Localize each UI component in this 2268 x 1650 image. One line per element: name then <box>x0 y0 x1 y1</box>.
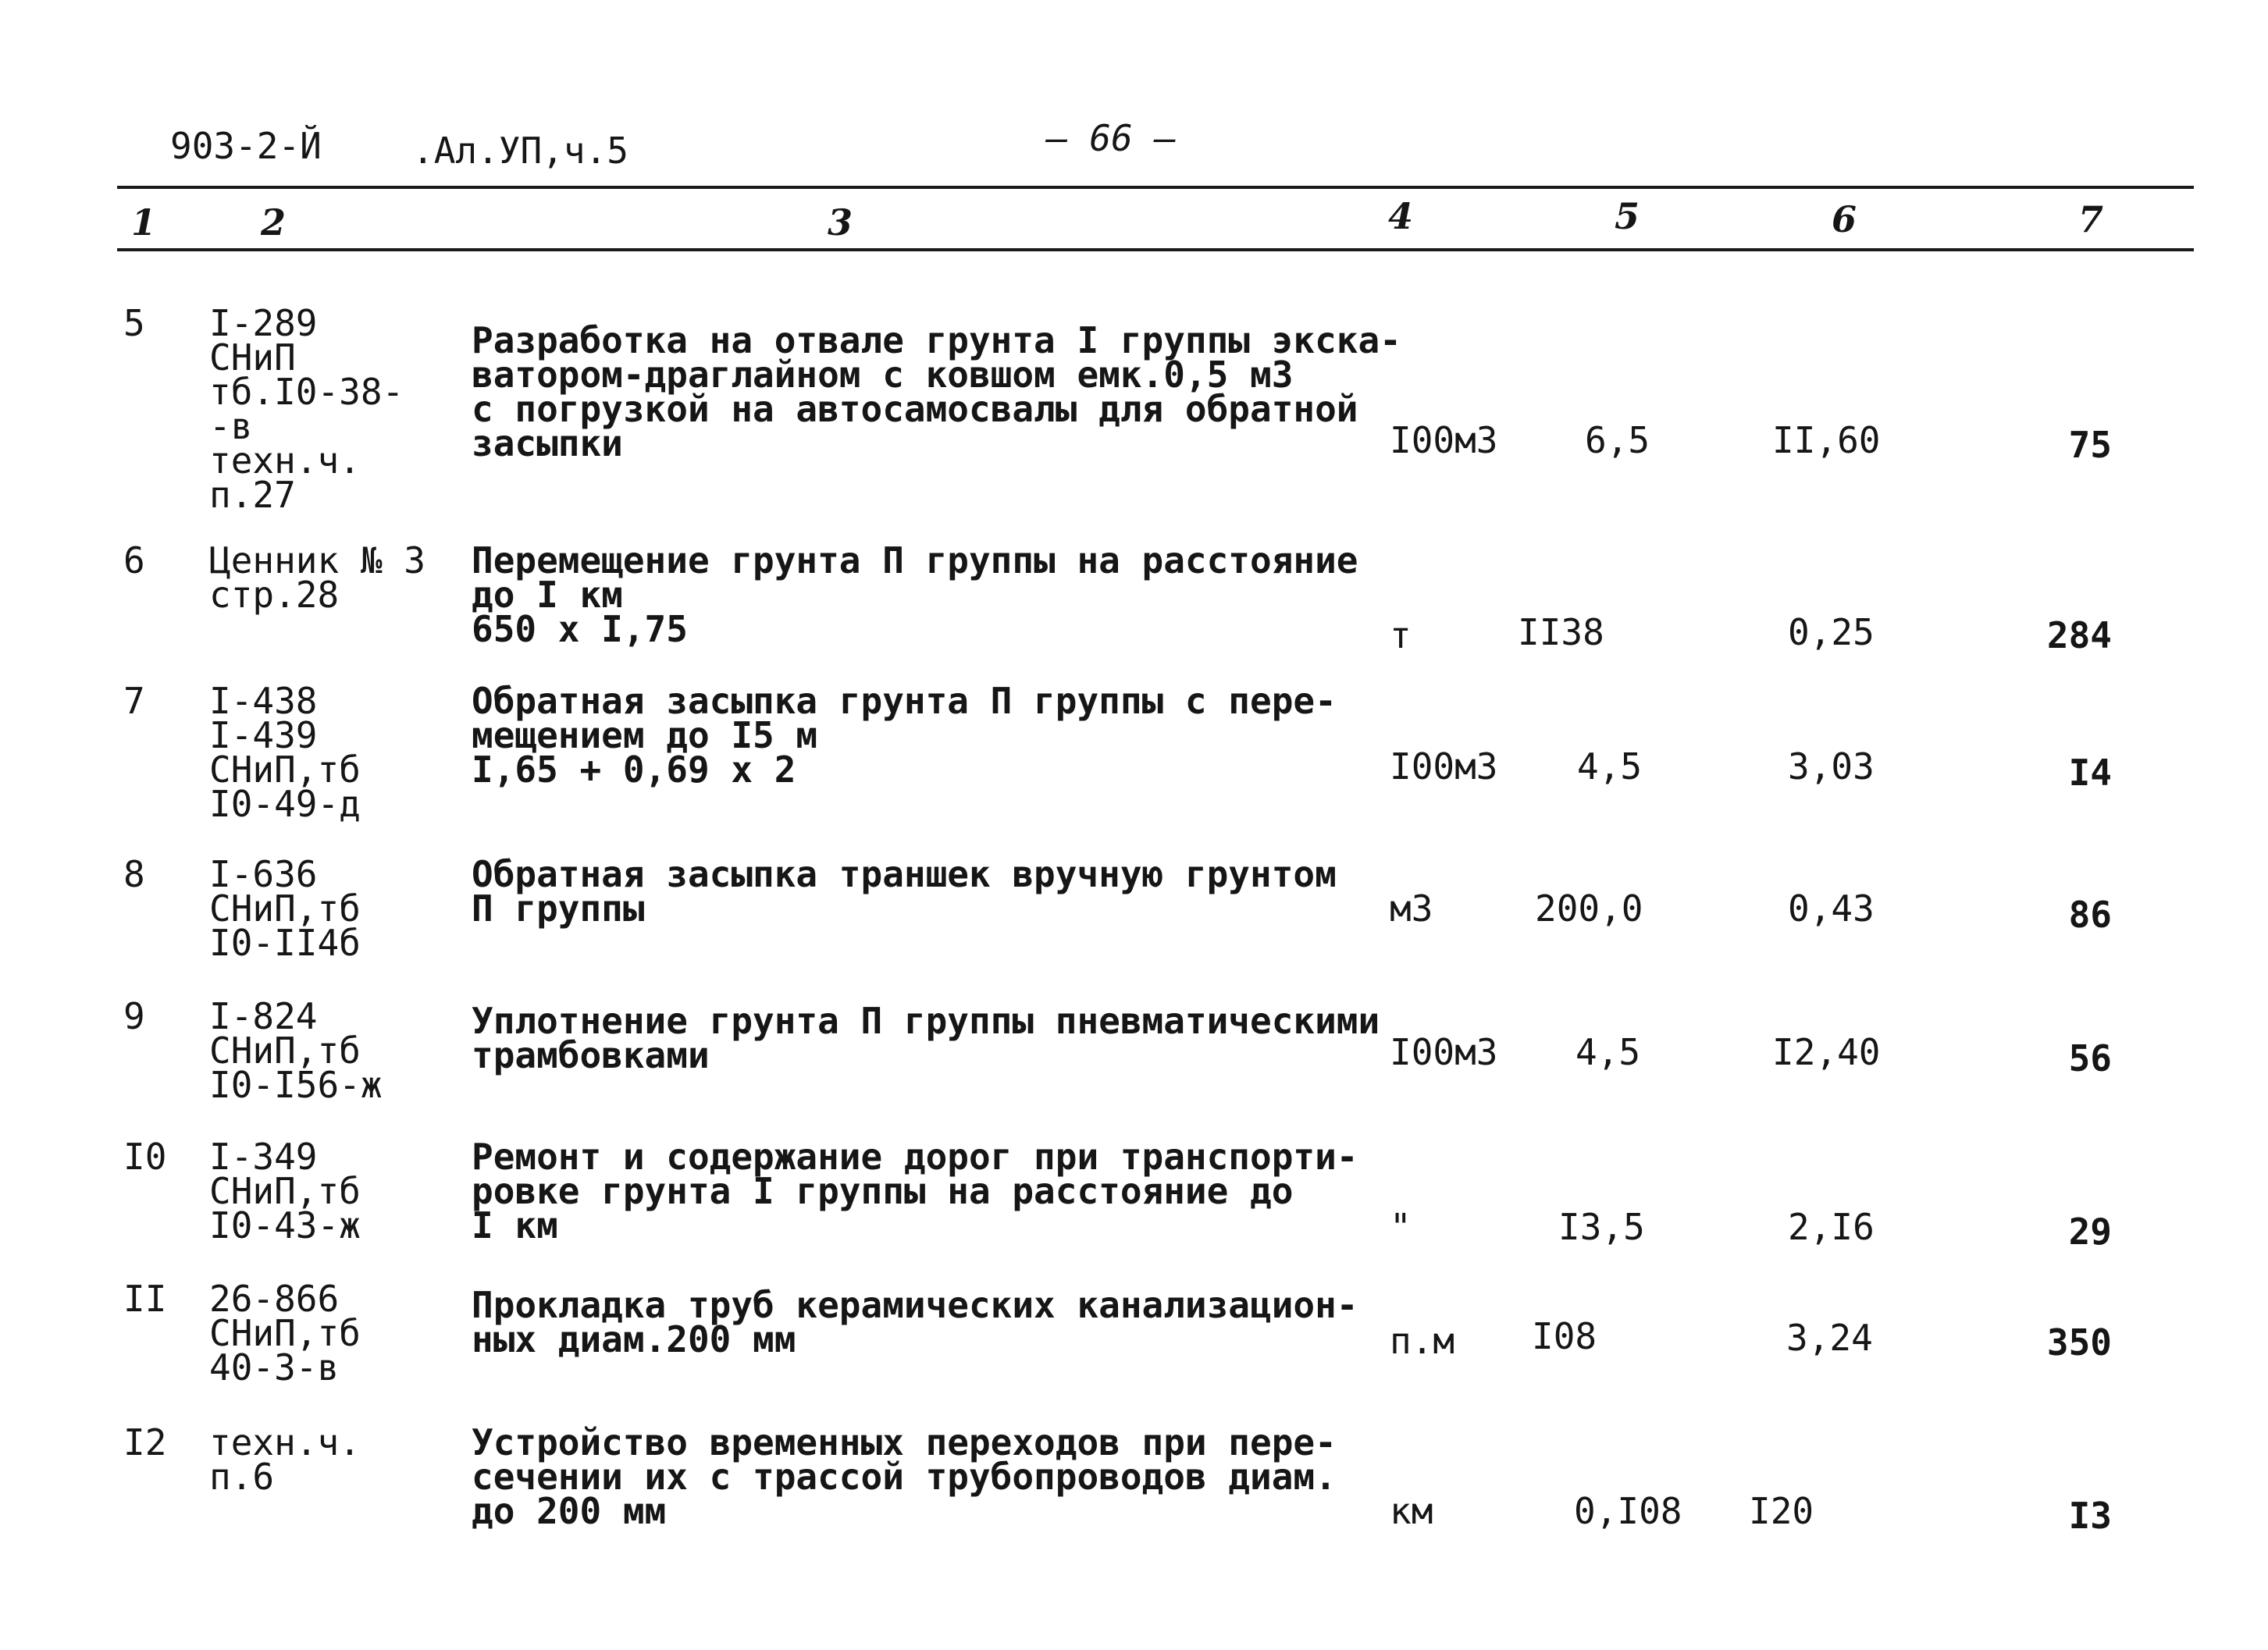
work-description: Прокладка труб керамических канализацион- ных диам.200 мм <box>472 1284 1358 1360</box>
unit-price: 0,43 <box>1788 887 1875 930</box>
quantity: I08 <box>1532 1315 1597 1357</box>
work-description: Обратная засыпка траншек вручную грунтом П группы <box>472 853 1337 930</box>
total-cost: I3 <box>2068 1495 2112 1537</box>
row-number: 7 <box>123 680 145 722</box>
unit-of-measure: м3 <box>1390 887 1433 930</box>
row-number: I0 <box>123 1136 167 1178</box>
unit-price: I2,40 <box>1772 1031 1881 1073</box>
unit-price: 3,03 <box>1788 745 1875 788</box>
unit-price: 0,25 <box>1788 611 1875 653</box>
norm-reference: I-438 I-439 СНиП,тб I0-49-д <box>209 680 361 825</box>
unit-price: I20 <box>1749 1490 1814 1532</box>
unit-of-measure: " <box>1390 1206 1412 1248</box>
total-cost: 75 <box>2068 424 2112 466</box>
norm-reference: I-289 СНиП тб.I0-38- -в техн.ч. п.27 <box>209 302 404 516</box>
work-description: Перемещение грунта П группы на расстояние до I км 650 х I,75 <box>472 539 1358 650</box>
work-description: Устройство временных переходов при пере- сечении их с трассой трубопроводов диам. до 200 мм <box>472 1421 1337 1532</box>
row-number: I2 <box>123 1421 167 1463</box>
total-cost: 56 <box>2068 1037 2112 1079</box>
unit-of-measure: I00м3 <box>1390 419 1498 461</box>
total-cost: 86 <box>2068 894 2112 936</box>
quantity: 6,5 <box>1585 419 1650 461</box>
norm-reference: I-349 СНиП,тб I0-43-ж <box>209 1136 361 1246</box>
quantity: 0,I08 <box>1574 1490 1682 1532</box>
row-number: 5 <box>123 302 145 344</box>
unit-price: II,60 <box>1772 419 1881 461</box>
column-header-7: 7 <box>2078 198 2104 240</box>
unit-of-measure: п.м <box>1390 1320 1455 1362</box>
work-description: Разработка на отвале грунта I группы экска- ватором-драглайном с ковшом емк.0,5 м3 с погрузкой на автосамосвалы для обратной засыпки <box>472 319 1401 464</box>
total-cost: 29 <box>2068 1211 2112 1253</box>
work-description: Обратная засыпка грунта П группы с пере- мещением до I5 м I,65 + 0,69 х 2 <box>472 680 1337 791</box>
column-header-6: 6 <box>1832 198 1857 240</box>
table-header-rule <box>117 248 2194 251</box>
total-cost: 350 <box>2046 1321 2112 1364</box>
quantity: 4,5 <box>1577 745 1643 788</box>
work-description: Ремонт и содержание дорог при транспорти- ровке грунта I группы на расстояние до I км <box>472 1136 1358 1246</box>
column-header-4: 4 <box>1388 195 1414 237</box>
unit-of-measure: т <box>1390 614 1412 656</box>
row-number: 9 <box>123 995 145 1037</box>
row-number: 6 <box>123 539 145 581</box>
document-code: 903-2-Й <box>170 125 322 167</box>
unit-price: 3,24 <box>1786 1317 1873 1359</box>
row-number: II <box>123 1278 167 1320</box>
column-header-2: 2 <box>261 201 287 244</box>
quantity: I3,5 <box>1558 1206 1645 1248</box>
work-description: Уплотнение грунта П группы пневматическими трамбовками <box>472 1000 1380 1076</box>
norm-reference: Ценник № 3 стр.28 <box>209 539 425 616</box>
norm-reference: техн.ч. п.6 <box>209 1421 361 1498</box>
norm-reference: 26-866 СНиП,тб 40-3-в <box>209 1278 361 1389</box>
column-header-3: 3 <box>828 201 853 244</box>
column-header-1: 1 <box>131 201 157 244</box>
table-top-rule <box>117 186 2194 189</box>
unit-price: 2,I6 <box>1788 1206 1875 1248</box>
column-header-5: 5 <box>1615 195 1640 237</box>
quantity: 4,5 <box>1575 1031 1641 1073</box>
total-cost: I4 <box>2068 752 2112 794</box>
unit-of-measure: км <box>1390 1490 1433 1532</box>
unit-of-measure: I00м3 <box>1390 745 1498 788</box>
row-number: 8 <box>123 853 145 895</box>
page-number: – 66 – <box>1046 117 1177 159</box>
album-reference: .Ал.УП,ч.5 <box>412 130 628 172</box>
total-cost: 284 <box>2046 614 2112 656</box>
norm-reference: I-824 СНиП,тб I0-I56-ж <box>209 995 383 1106</box>
unit-of-measure: I00м3 <box>1390 1031 1498 1073</box>
quantity: II38 <box>1518 611 1604 653</box>
quantity: 200,0 <box>1535 887 1643 930</box>
norm-reference: I-636 СНиП,тб I0-II4б <box>209 853 361 964</box>
